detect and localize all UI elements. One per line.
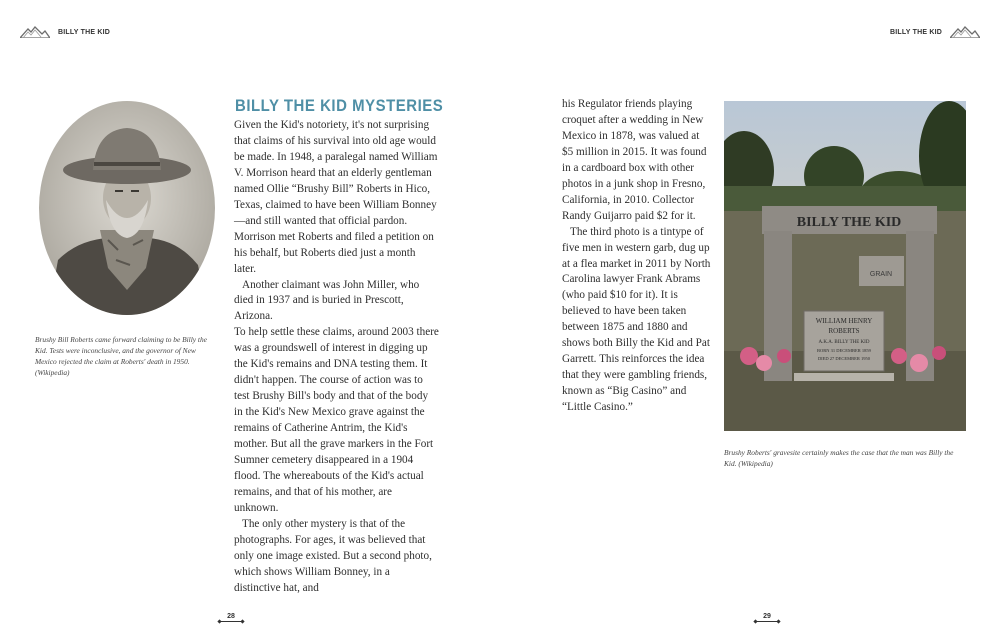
body-paragraph: his Regulator friends playing croquet after a wedding in New Mexico in 1878, was valued at $5 million in 2015. It was found in a cardboard box with other photos in a junk shop in Fresno, California, in 2010. Collector Randy Guijarro paid $2 for it.: [562, 98, 707, 222]
body-paragraph: The only other mystery is that of the photographs. For ages, it was believed that only one image existed. But a second photo, which shows William Bonney, in a distinctive hat, and: [234, 517, 432, 594]
page-number: 29: [763, 613, 771, 620]
body-paragraph: To help settle these claims, around 2003 there was a groundswell of interest in digging up the Kid's remains and DNA testing them. It didn't happen. The course of action was to test Brushy Bill's body and that of the body in the Kid's New Mexico grave against the remains of Catherine Antrim, the Kid's mother. But all the grave markers in the Fort Sumner cemetery disappeared in a 1904 flood. The whereabouts of the Kid's actual remains, and that of his mother, are unknown.: [234, 326, 439, 514]
folio-rule: [756, 621, 778, 622]
gravesite-photo: [724, 101, 966, 431]
portrait-photo: [38, 100, 216, 316]
headstone-line: A.K.A. BILLY THE KID: [818, 340, 870, 345]
running-head-title: BILLY THE KID: [890, 28, 942, 36]
body-column-left: [234, 118, 439, 597]
mountain-icon: [950, 26, 980, 38]
mountain-icon: [20, 26, 50, 38]
gravesite-caption: Brushy Roberts' gravesite certainly makes the case that the man was Billy the Kid. (Wikipedia): [724, 448, 954, 468]
running-head-left: [20, 26, 110, 38]
page-number: 28: [227, 613, 235, 620]
body-paragraph: Given the Kid's notoriety, it's not surprising that claims of his survival into old age would be made. In 1948, a paralegal named William V. Morrison heard that an elderly gentleman named Ollie “Brushy Bill” Roberts in Hico, Texas, claimed to have been William Bonney—and still wanted that official pardon. Morrison met Roberts and filed a petition on his behalf, but Roberts died just a month later.: [234, 119, 438, 275]
running-head-right: [890, 26, 980, 38]
section-title: BILLY THE KID MYSTERIES: [235, 96, 444, 115]
portrait-caption: Brushy Bill Roberts came forward claiming to be Billy the Kid. Tests were inconclusive, and the governor of New Mexico rejected the claim at Roberts' death in 1950. (Wikipedia): [35, 335, 207, 377]
body-paragraph: The third photo is a tintype of five men in western garb, dug up at a flea market in 2011 by North Carolina lawyer Frank Abrams (who paid $10 for it). It is believed to have been taken between 1875 and 1880 and shows both Billy the Kid and Pat Garrett. This reinforces the idea that they were gambling friends, known as “Big Casino” and “Little Casino.”: [562, 225, 711, 414]
body-paragraph: Another claimant was John Miller, who died in 1937 and is buried in Prescott, Arizona.: [234, 278, 420, 323]
headstone-line: ROBERTS: [828, 327, 860, 335]
body-column-right: [562, 97, 712, 416]
headstone-line: DIED 27 DECEMBER 1950: [817, 356, 871, 361]
running-head-title: BILLY THE KID: [58, 28, 110, 36]
page-number-right: [756, 613, 778, 622]
headstone-line: BORN 31 DECEMBER 1859: [817, 348, 871, 353]
headstone-line: WILLIAM HENRY: [815, 317, 873, 325]
small-marker-text: GRAIN: [869, 271, 893, 278]
grave-arch-sign: BILLY THE KID: [796, 215, 902, 230]
folio-rule: [220, 621, 242, 622]
page-number-left: [220, 613, 242, 622]
